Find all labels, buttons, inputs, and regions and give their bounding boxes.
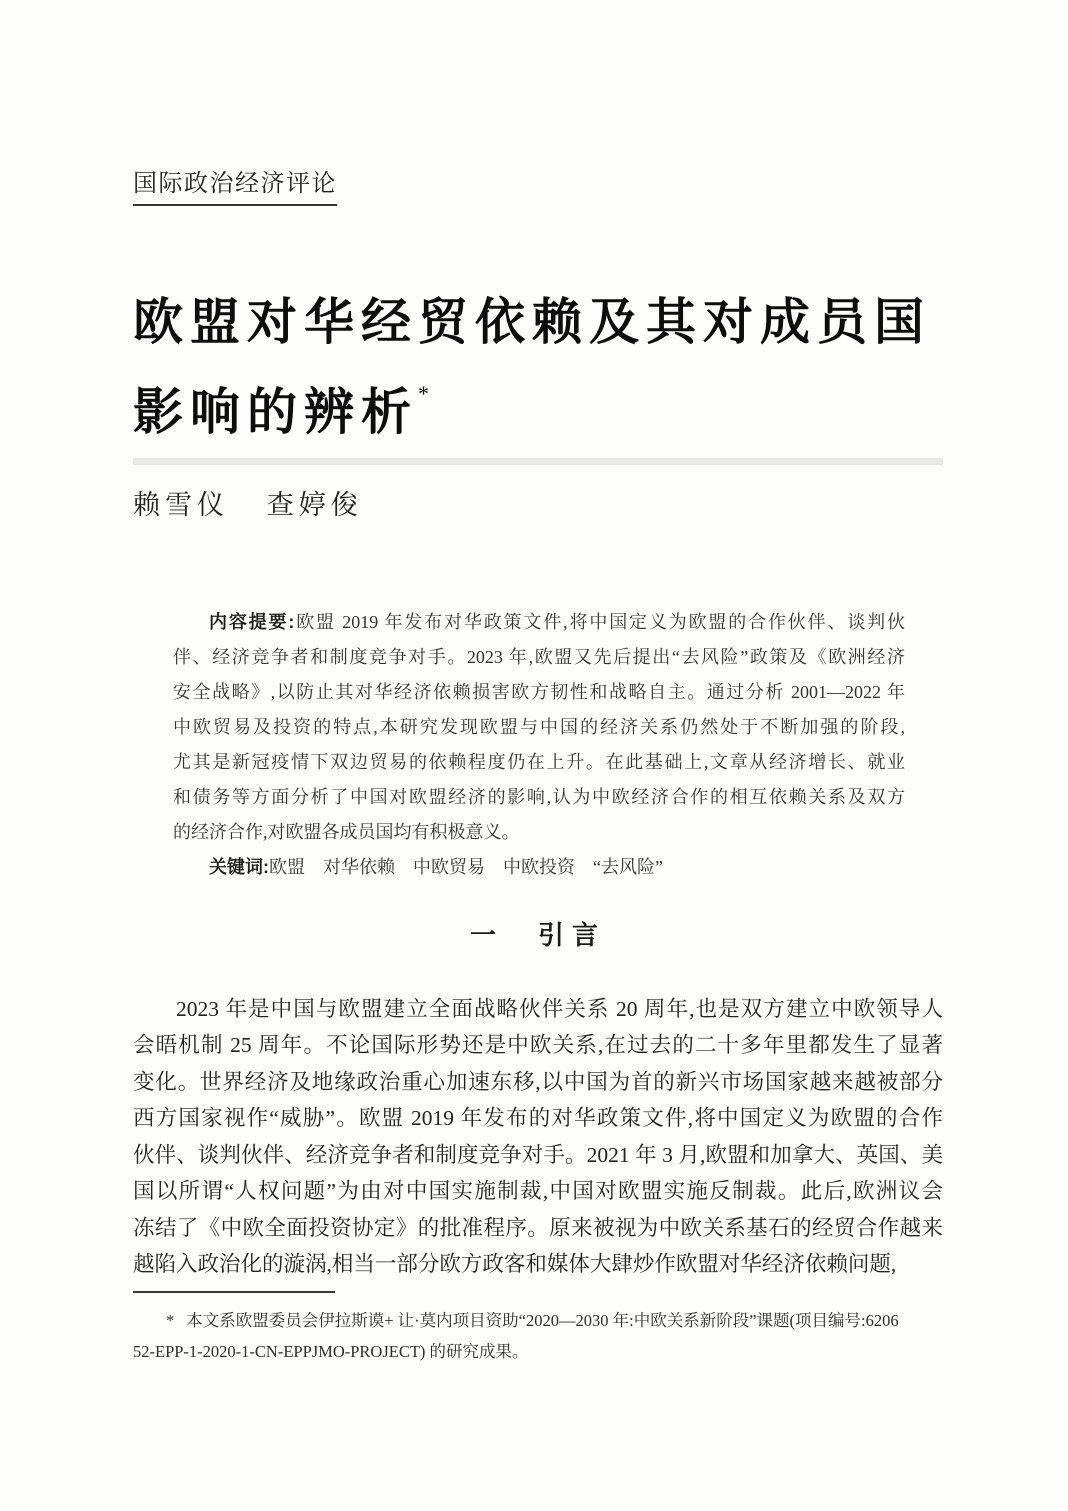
author-name-1: 赖雪仪 [133,489,229,520]
journal-name-header: 国际政治经济评论 [133,170,337,206]
title-footnote-marker: * [418,380,429,406]
section-number: 一 [469,919,496,950]
footnote-line: 52-EPP-1-2020-1-CN-EPPJMO-PROJECT) 的研究成果。 [133,1341,529,1361]
body-line: 冻结了《中欧全面投资协定》的批准程序。原来被视为中欧关系基石的经贸合作越来 [133,1215,943,1240]
title-line-2: 影响的辨析 [133,383,418,440]
abstract-block [173,605,905,885]
footnote-marker: * [166,1310,175,1330]
abstract-label: 内容提要: [209,611,295,632]
abstract-line: 中欧贸易及投资的特点,本研究发现欧盟与中国的经济关系仍然处于不断加强的阶段, [173,716,905,737]
section-title: 引言 [538,919,607,950]
abstract-line: 尤其是新冠疫情下双边贸易的依赖程度仍在上升。在此基础上,文章从经济增长、就业 [173,751,905,772]
section-heading-introduction [133,915,943,955]
body-line: 2023 年是中国与欧盟建立全面战略伙伴关系 20 周年,也是双方建立中欧领导人 [176,996,943,1021]
author-byline [133,487,943,523]
author-name-2: 查婷俊 [266,489,363,520]
abstract-line [173,605,905,640]
body-line: 伙伴、谈判伙伴、经济竞争者和制度竞争对手。2021 年 3 月,欧盟和加拿大、英国、美 [133,1142,943,1167]
body-line-last: 越陷入政治化的漩涡,相当一部分欧方政客和媒体大肆炒作欧盟对华经济依赖问题, [133,1252,897,1277]
footnote-line [133,1305,943,1336]
abstract-line: 安全战略》,以防止其对华经济依赖损害欧方韧性和战略自主。通过分析 2001—2022 年 [173,681,905,702]
keywords-terms: 欧盟 对华依赖 中欧贸易 中欧投资 “去风险” [269,856,663,877]
abstract-line: 和债务等方面分析了中国对欧盟经济的影响,认为中欧经济合作的相互依赖关系及双方 [173,786,905,807]
page-title [133,286,943,448]
abstract-line: 伴、经济竞争者和制度竞争对手。2023 年,欧盟又先后提出“去风险”政策及《欧洲经济 [173,646,905,667]
abstract-text: 欧盟 2019 年发布对华政策文件,将中国定义为欧盟的合作伙伴、谈判伙 [294,611,905,632]
body-line: 国以所谓“人权问题”为由对中国实施制裁,中国对欧盟实施反制裁。此后,欧洲议会 [133,1179,943,1204]
title-divider-rule [133,458,943,465]
footnote-text-1: 本文系欧盟委员会伊拉斯谟+ 让·莫内项目资助“2020—2030 年:中欧关系新阶段”课题(项目编号:6206 [186,1310,899,1330]
body-paragraph [133,991,943,1283]
body-line: 变化。世界经济及地缘政治重心加速东移,以中国为首的新兴市场国家越来越被部分 [133,1069,943,1094]
keywords-label: 关键词: [209,856,269,877]
body-line: 会晤机制 25 周年。不论国际形势还是中欧关系,在过去的二十多年里都发生了显著 [133,1033,943,1058]
keywords-line [173,850,905,885]
body-line: 西方国家视作“威胁”。欧盟 2019 年发布的对华政策文件,将中国定义为欧盟的合作 [133,1106,943,1131]
footnote-block [133,1305,943,1367]
title-line-1: 欧盟对华经贸依赖及其对成员国 [133,293,931,350]
abstract-line-last: 的经济合作,对欧盟各成员国均有积极意义。 [173,821,520,842]
footnote-divider-rule [133,1291,335,1293]
